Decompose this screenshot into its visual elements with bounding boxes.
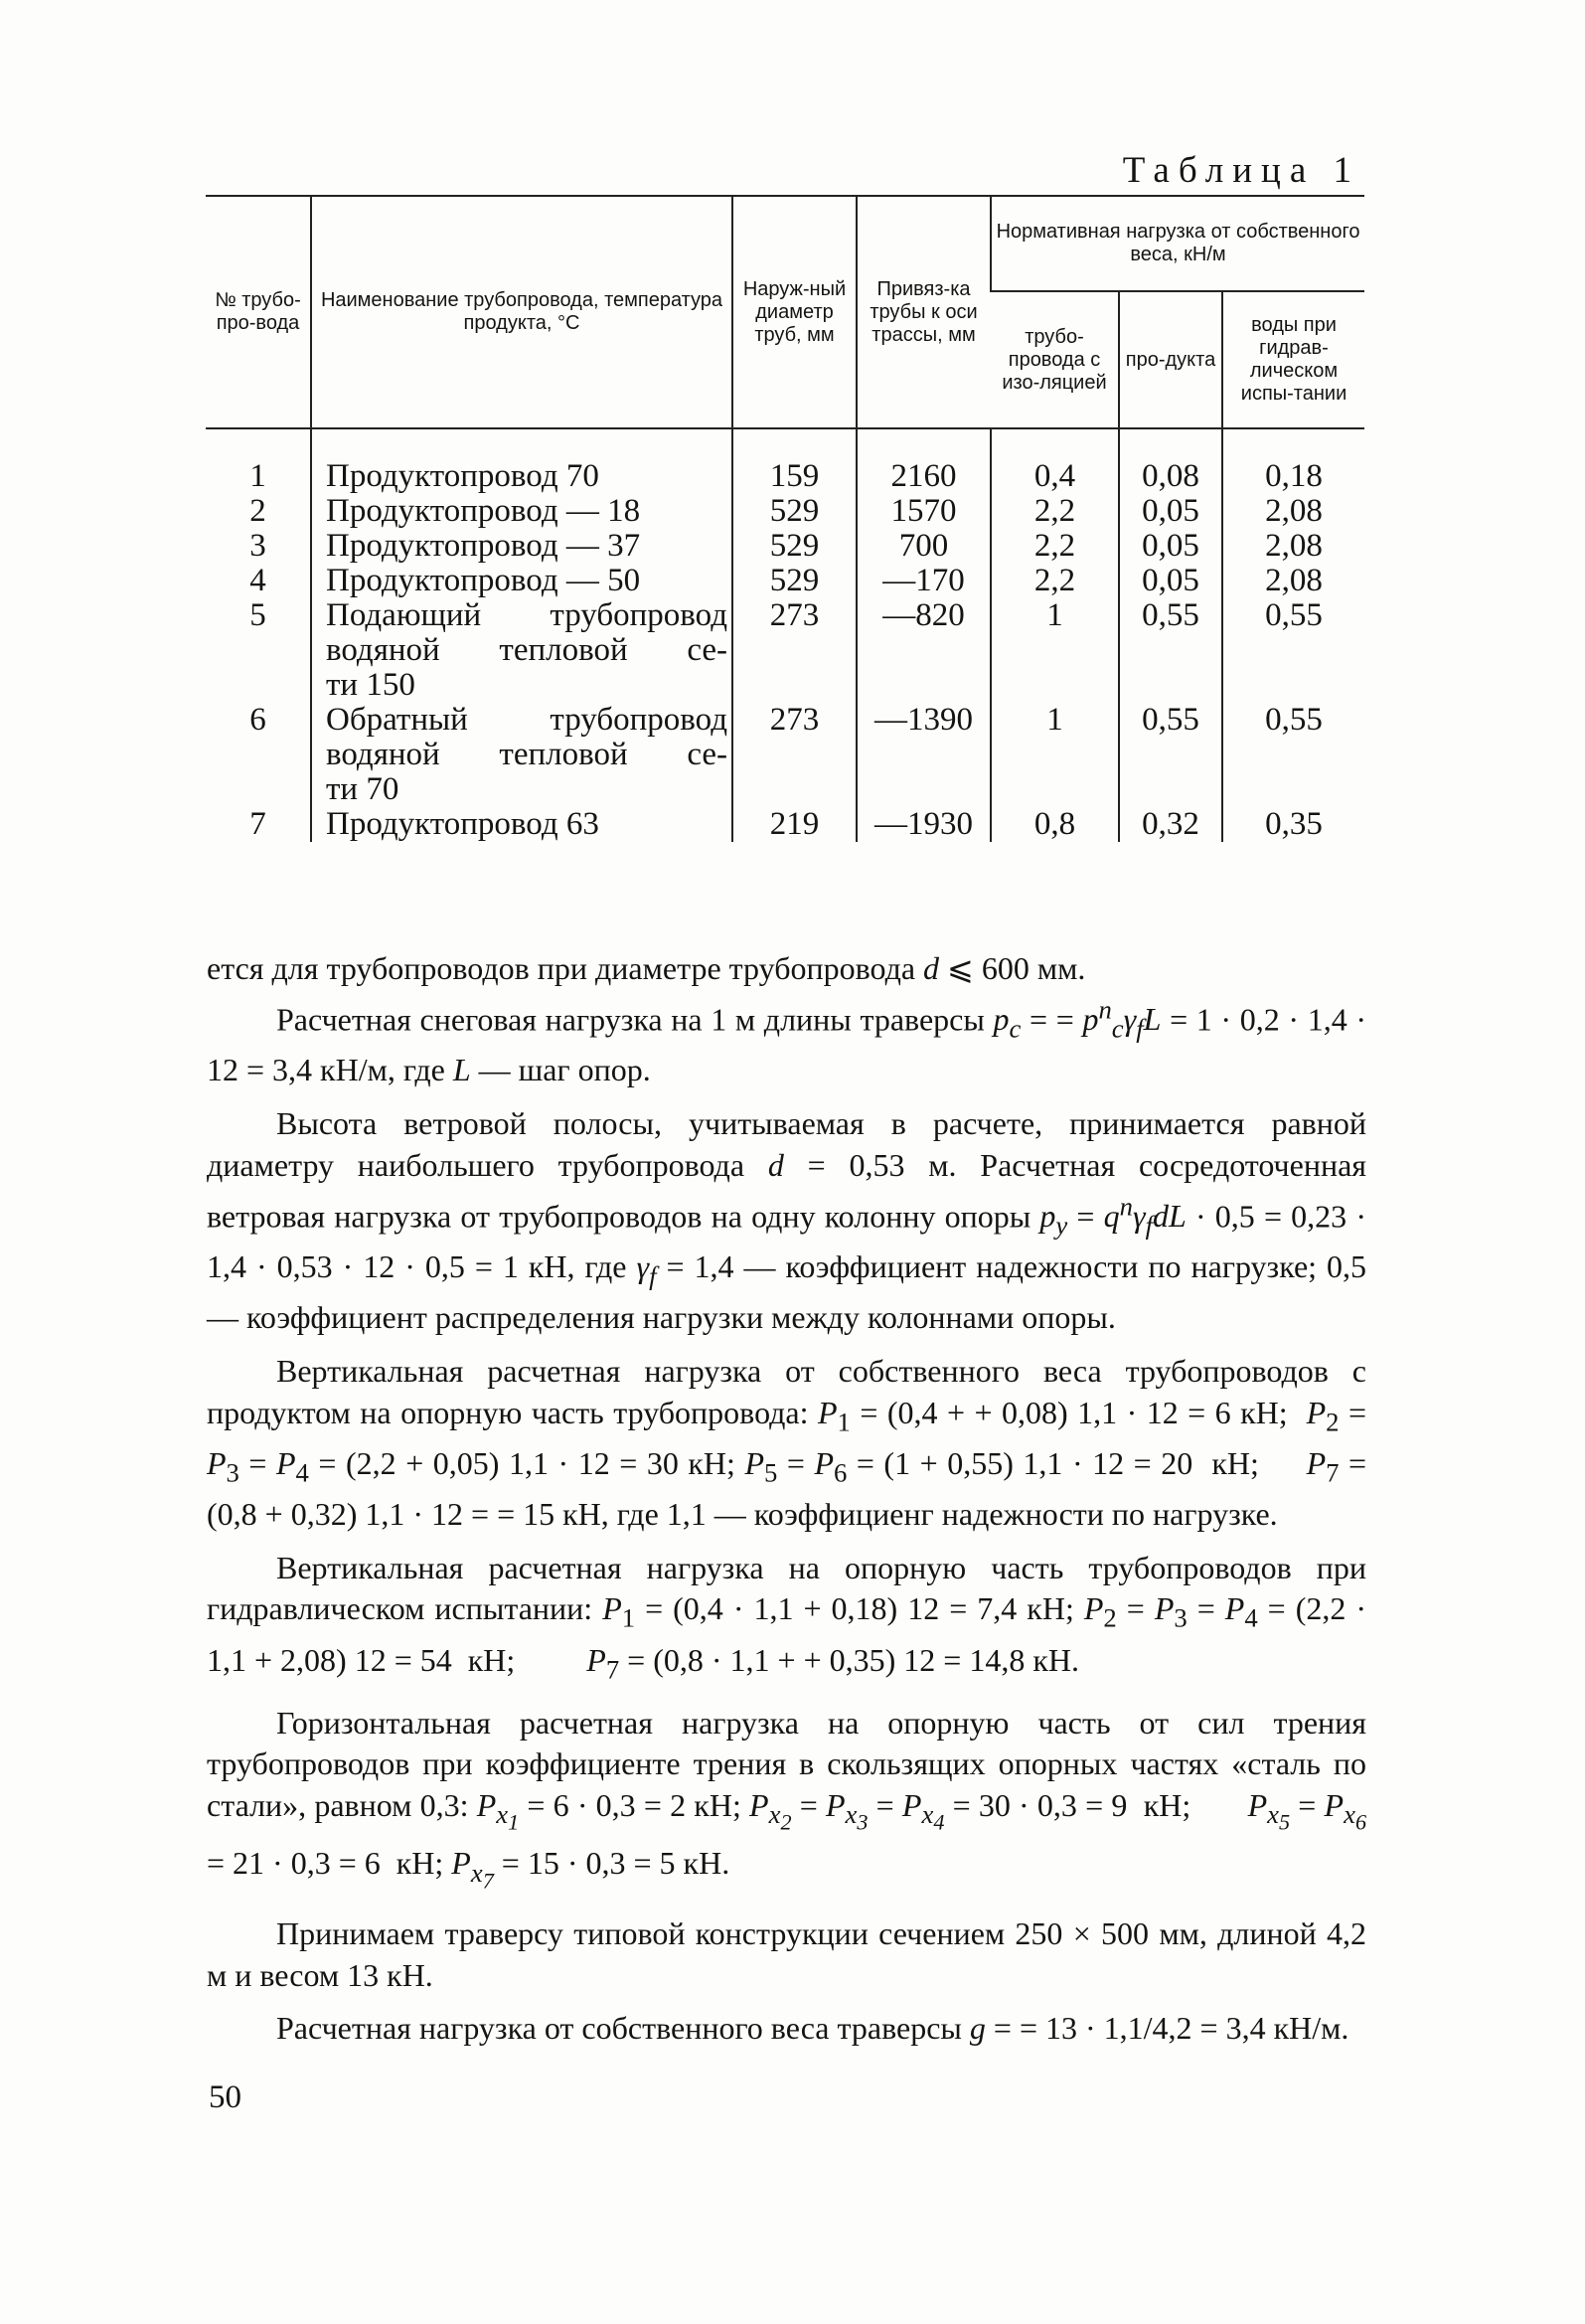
cell-load-product: 0,05 — [1119, 494, 1222, 529]
table-row — [206, 529, 1364, 564]
cell-name — [311, 564, 732, 598]
header-diameter: Наруж-ный диаметр труб, мм — [732, 196, 857, 428]
paragraph-friction-load: Горизонтальная расчетная нагрузка на опорную часть от сил трения трубопроводов при коэффициенте трения в скользящих опорных частях «сталь по стали», равном 0,3: $P_{x_1} = 6 \cdot 0,3 = 2$ кН; $P_{x_2} = P_{x_3} = P_{x_4} = 30 \cdot 0,3 = 9$ кН; $P_{x_5} = P_{x_6} = 21 \cdot 0,3 = 6$ кН; $P_{x_7} = 15 \cdot 0,3 = 5$ кН. — [207, 1704, 1367, 1894]
cell-number: 4 — [249, 563, 266, 598]
cell-load-product: 0,55 — [1119, 703, 1222, 807]
cell-name-line: Продуктопровод 63 — [326, 806, 599, 842]
cell-load-pipe: 0,4 — [991, 428, 1119, 494]
cell-name-line: водяной тепловой се- — [326, 632, 727, 668]
cell-load-water: 2,08 — [1222, 494, 1364, 529]
header-load-water: воды при гидрав-лическом испы-тании — [1222, 291, 1364, 428]
cell-name-line: ти 150 — [326, 667, 415, 703]
paragraph-crossbar: Принимаем траверсу типовой конструкции сечением 250 × 500 мм, длиной 4,2 м и весом 13 кН. — [207, 1914, 1366, 1993]
header-number: № трубо-про-вода — [206, 196, 311, 428]
cell-name — [311, 529, 732, 564]
cell-name-line: Подающий трубопровод — [326, 597, 727, 633]
cell-name-line: водяной тепловой се- — [326, 737, 727, 772]
paragraph-continuation: ется для трубопроводов при диаметре трубопровода d ⩽ 600 мм. — [207, 950, 1086, 986]
cell-load-pipe: 2,2 — [991, 529, 1119, 564]
body-text — [207, 948, 1366, 2050]
paragraph-crossbar-weight: Расчетная нагрузка от собственного веса траверсы g = = 13 · 1,1/4,2 = 3,4 кН/м. — [276, 2010, 1349, 2047]
header-binding: Привяз-ка трубы к оси трассы, мм — [857, 196, 991, 428]
cell-number: 7 — [249, 806, 266, 842]
cell-number: 6 — [249, 702, 266, 738]
cell-name — [311, 494, 732, 529]
table-caption: Таблица 1 — [1122, 150, 1360, 191]
cell-diameter: 273 — [732, 598, 857, 703]
cell-diameter: 529 — [732, 494, 857, 529]
cell-name — [311, 598, 732, 703]
cell-load-water: 0,18 — [1222, 428, 1364, 494]
cell-diameter: 529 — [732, 529, 857, 564]
paragraph-wind-load: Высота ветровой полосы, учитываемая в расчете, принимается равной диаметру наибольшего трубопровода d = 0,53 м. Расчетная сосредоточенная ветровая нагрузка от трубопроводов на одну колонну опоры $p_y = q^n\gamma_fdL \cdot 0,5 = 0,23 \cdot 1,4 \cdot 0,53 \cdot 12 \cdot 0,5 = 1$ кН, где $\gamma_f = 1,4$ — коэффициент надежности по нагрузке; 0,5 — коэффициент распределения нагрузки между колоннами опоры. — [207, 1105, 1367, 1336]
cell-load-pipe: 1 — [991, 598, 1119, 703]
cell-load-water: 0,35 — [1222, 807, 1364, 842]
cell-name-line: Продуктопровод — 37 — [326, 528, 641, 564]
cell-name — [311, 703, 732, 807]
cell-diameter: 529 — [732, 564, 857, 598]
cell-load-product: 0,05 — [1119, 529, 1222, 564]
header-load-group: Нормативная нагрузка от собственного веса, кН/м — [991, 196, 1364, 291]
paragraph-snow-load: Расчетная снеговая нагрузка на 1 м длины траверсы $p_c$ = = $p^n_c\gamma_fL = 1 \cdot 0,2 \cdot 1,4 \cdot 12 = 3,4$ кН/м, где L — шаг опор. — [207, 994, 1367, 1088]
cell-name — [311, 428, 732, 494]
cell-name-line: Продуктопровод — 50 — [326, 563, 641, 598]
cell-binding: 2160 — [857, 428, 991, 494]
paragraph-hydraulic-load: Вертикальная расчетная нагрузка на опорную часть трубопроводов при гидравлическом испытании: $P_1 = (0,4 \cdot 1,1 + 0,18) 12 = 7,4$ кН; $P_2 = P_3 = P_4 = (2,2 \cdot 1,1 + 2,08) 12 = 54$ кН; $P_7 = (0,8 \cdot 1,1$ + + 0,35) 12 = 14,8 кН. — [207, 1549, 1367, 1684]
cell-load-pipe: 0,8 — [991, 807, 1119, 842]
cell-load-water: 0,55 — [1222, 598, 1364, 703]
cell-load-water: 2,08 — [1222, 529, 1364, 564]
pipelines-table — [206, 195, 1364, 842]
cell-load-product: 0,08 — [1119, 428, 1222, 494]
table-row — [206, 598, 1364, 703]
cell-load-water: 0,55 — [1222, 703, 1364, 807]
cell-diameter: 273 — [732, 703, 857, 807]
cell-binding: 700 — [857, 529, 991, 564]
cell-name-line: Обратный трубопровод — [326, 702, 727, 738]
cell-number: 2 — [249, 493, 266, 529]
cell-name-line: Продуктопровод 70 — [326, 458, 599, 494]
table-row — [206, 494, 1364, 529]
table-row — [206, 564, 1364, 598]
cell-diameter: 159 — [732, 428, 857, 494]
header-load-product: про-дукта — [1119, 291, 1222, 428]
table-row — [206, 807, 1364, 842]
cell-binding: —820 — [857, 598, 991, 703]
cell-number: 3 — [249, 528, 266, 564]
cell-load-pipe: 2,2 — [991, 494, 1119, 529]
table-body — [206, 428, 1364, 842]
header-load-pipe: трубо-провода с изо-ляцией — [991, 291, 1119, 428]
table-row — [206, 703, 1364, 807]
cell-load-pipe: 1 — [991, 703, 1119, 807]
cell-binding: —1930 — [857, 807, 991, 842]
cell-load-water: 2,08 — [1222, 564, 1364, 598]
cell-number: 1 — [249, 458, 266, 494]
cell-binding: —170 — [857, 564, 991, 598]
cell-binding: —1390 — [857, 703, 991, 807]
page-number: 50 — [209, 2079, 241, 2115]
cell-name-line: Продуктопровод — 18 — [326, 493, 641, 529]
cell-load-pipe: 2,2 — [991, 564, 1119, 598]
cell-load-product: 0,55 — [1119, 598, 1222, 703]
cell-load-product: 0,32 — [1119, 807, 1222, 842]
cell-diameter: 219 — [732, 807, 857, 842]
cell-binding: 1570 — [857, 494, 991, 529]
cell-name — [311, 807, 732, 842]
cell-number: 5 — [249, 597, 266, 633]
cell-name-line: ти 70 — [326, 771, 399, 807]
table-row — [206, 428, 1364, 494]
header-name: Наименование трубопровода, температура продукта, °С — [311, 196, 732, 428]
paragraph-vertical-load: Вертикальная расчетная нагрузка от собственного веса трубопроводов с продуктом на опорную часть трубопровода: $P_1 = (0,4$ + + 0,08) 1,1 · 12 = 6 кН; $P_2 = P_3 = P_4 = (2,2 + 0,05) 1,1 \cdot 12 = 30$ кН; $P_5 = P_6 = (1 + 0,55) 1,1 \cdot 12 = 20$ кН; $P_7 = (0,8 + 0,32) 1,1 \cdot 12$ = = 15 кН, где 1,1 — коэффициенг надежности по нагрузке. — [207, 1353, 1367, 1532]
cell-load-product: 0,05 — [1119, 564, 1222, 598]
